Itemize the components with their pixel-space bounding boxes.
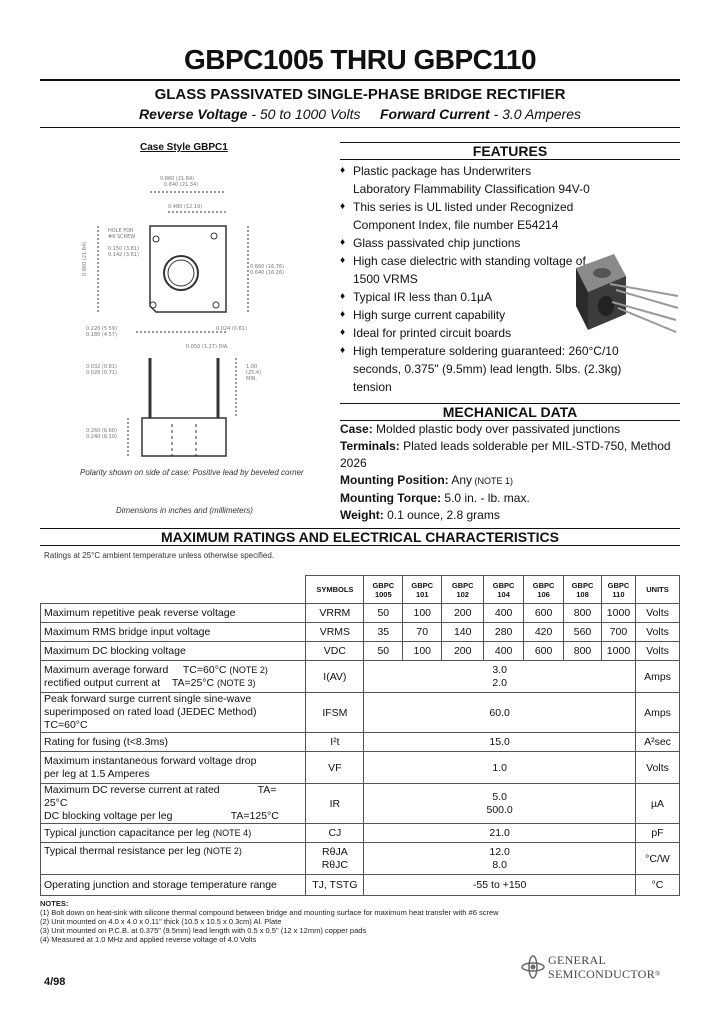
mech-mounting-position: Mounting Position: Any (NOTE 1) bbox=[340, 473, 514, 487]
bullet-icon: ♦ bbox=[340, 255, 346, 266]
mechanical-heading: MECHANICAL DATA bbox=[340, 403, 680, 421]
feature-item: ♦ High case dielectric with standing voltage of 1500 VRMS bbox=[340, 254, 586, 286]
bullet-icon: ♦ bbox=[340, 309, 346, 320]
feature-item: ♦ Glass passivated chip junctions bbox=[340, 236, 521, 250]
company-name: GENERAL SEMICONDUCTOR® bbox=[548, 953, 661, 981]
page-subtitle: GLASS PASSIVATED SINGLE-PHASE BRIDGE RECTIFIER bbox=[154, 86, 566, 103]
mech-terminals: Terminals: Plated leads solderable per MIL-STD-750, Method 2026 bbox=[340, 439, 671, 470]
bullet-icon: ♦ bbox=[340, 165, 346, 176]
svg-text:0.028 (0.71): 0.028 (0.71) bbox=[86, 370, 117, 376]
component-photo-illustration bbox=[566, 246, 684, 342]
header-units: UNITS bbox=[635, 576, 679, 604]
header-symbols: SYMBOLS bbox=[306, 576, 364, 604]
svg-text:0.480 (12.19): 0.480 (12.19) bbox=[168, 204, 203, 210]
table-row: Peak forward surge current single sine-wave superimposed on rated load (JEDEC Method) TC=60°C IFSM 60.0 Amps bbox=[41, 693, 680, 733]
forward-current-value: - 3.0 Amperes bbox=[489, 106, 581, 122]
bullet-icon: ♦ bbox=[340, 237, 346, 248]
page-title: GBPC1005 THRU GBPC110 bbox=[183, 44, 537, 75]
svg-text:0.240 (6.10): 0.240 (6.10) bbox=[86, 434, 117, 440]
note-item: (3) Unit mounted on P.C.B. at 0.375" (9.5mm) lead length with 0.5 x 0.5" (12 x 12mm) copper pads bbox=[40, 926, 367, 935]
svg-text:0.220 (5.59): 0.220 (5.59) bbox=[86, 326, 117, 332]
ambient-note: Ratings at 25°C ambient temperature unless otherwise specified. bbox=[44, 551, 274, 560]
feature-item: ♦ Typical IR less than 0.1µA bbox=[340, 290, 492, 304]
svg-text:0.860 (21.84): 0.860 (21.84) bbox=[82, 241, 88, 276]
mechanical-list bbox=[340, 421, 680, 524]
svg-text:(25.4): (25.4) bbox=[246, 370, 262, 376]
polarity-caption: Polarity shown on side of case: Positive lead by beveled corner bbox=[80, 468, 304, 477]
bullet-icon: ♦ bbox=[340, 291, 346, 302]
notes-section bbox=[40, 899, 600, 944]
header-part: GBPC 102 bbox=[442, 576, 484, 604]
header-part: GBPC 108 bbox=[564, 576, 602, 604]
table-row: Maximum average forward TC=60°C (NOTE 2) rectified output current at TA=25°C (NOTE 3) I(AV) 3.0 2.0 Amps bbox=[41, 661, 680, 693]
header-part: GBPC 110 bbox=[602, 576, 636, 604]
feature-item: ♦ This series is UL listed under Recognized Component Index, file number E54214 bbox=[340, 200, 574, 232]
bullet-icon: ♦ bbox=[340, 345, 346, 356]
feature-item: ♦ High surge current capability bbox=[340, 308, 506, 322]
header-part: GBPC 1005 bbox=[364, 576, 403, 604]
svg-text:HOLE FOR: HOLE FOR bbox=[108, 228, 134, 234]
table-row: Maximum RMS bridge input voltage VRMS 35 70 140 280 420 560 700 Volts bbox=[41, 623, 680, 642]
note-item: (4) Measured at 1.0 MHz and applied reverse voltage of 4.0 Volts bbox=[40, 935, 257, 944]
features-heading: FEATURES bbox=[340, 142, 680, 160]
table-row: Rating for fusing (t<8.3ms) I²t 15.0 A²sec bbox=[41, 733, 680, 752]
forward-current-label: Forward Current bbox=[380, 106, 490, 122]
header-part: GBPC 104 bbox=[484, 576, 524, 604]
note-item: (1) Bolt down on heat-sink with silicone thermal compound between bridge and mounting surface for maximum heat transfer with #6 screw bbox=[40, 908, 499, 917]
notes-heading: NOTES: bbox=[40, 899, 69, 908]
mech-mounting-torque: Mounting Torque: 5.0 in. - lb. max. bbox=[340, 491, 530, 505]
case-outline-drawing bbox=[76, 162, 312, 486]
svg-text:0.180 (4.57): 0.180 (4.57) bbox=[86, 332, 117, 338]
company-logo-icon bbox=[520, 954, 546, 980]
svg-text:0.640 (16.26): 0.640 (16.26) bbox=[250, 270, 285, 276]
reverse-voltage-label: Reverse Voltage bbox=[139, 106, 248, 122]
table-header-row bbox=[41, 576, 680, 604]
table-row: Maximum DC reverse current at rated TA= 25°C DC blocking voltage per leg TA=125°C IR 5.0 500.0 µA bbox=[41, 784, 680, 824]
table-row: Maximum instantaneous forward voltage drop per leg at 1.5 Amperes VF 1.0 Volts bbox=[41, 752, 680, 784]
subtitle-rule bbox=[40, 127, 680, 128]
svg-text:MIN.: MIN. bbox=[246, 376, 258, 382]
dimensions-caption: Dimensions in inches and (millimeters) bbox=[116, 506, 253, 515]
table-row: Typical junction capacitance per leg (NOTE 4) CJ 21.0 pF bbox=[41, 824, 680, 843]
ratings-table bbox=[40, 575, 680, 896]
feature-item: ♦ Ideal for printed circuit boards bbox=[340, 326, 512, 340]
rating-summary bbox=[40, 106, 680, 122]
feature-item: ♦ Plastic package has Underwriters Laboratory Flammability Classification 94V-0 bbox=[340, 164, 590, 196]
svg-text:0.860 (21.84): 0.860 (21.84) bbox=[160, 176, 195, 182]
case-style-title: Case Style GBPC1 bbox=[140, 142, 228, 153]
svg-text:0.024 (0.61): 0.024 (0.61) bbox=[216, 326, 247, 332]
svg-text:0.840 (21.34): 0.840 (21.34) bbox=[164, 182, 199, 188]
bullet-icon: ♦ bbox=[340, 201, 346, 212]
svg-text:1.00: 1.00 bbox=[246, 364, 258, 370]
features-list bbox=[340, 162, 622, 396]
svg-text:0.050 (1.27) DIA.: 0.050 (1.27) DIA. bbox=[186, 344, 229, 350]
reverse-voltage-value: - 50 to 1000 Volts bbox=[247, 106, 361, 122]
svg-text:0.660 (16.76): 0.660 (16.76) bbox=[250, 264, 285, 270]
mech-case: Case: Molded plastic body over passivated junctions bbox=[340, 422, 621, 436]
feature-item: ♦ High temperature soldering guaranteed: 260°C/10 seconds, 0.375" (9.5mm) lead length. 5lbs. (2.3kg) tension bbox=[340, 344, 622, 394]
mech-weight: Weight: 0.1 ounce, 2.8 grams bbox=[340, 508, 500, 522]
bullet-icon: ♦ bbox=[340, 327, 346, 338]
table-row: Operating junction and storage temperature range TJ, TSTG -55 to +150 °C bbox=[41, 875, 680, 896]
title-rule bbox=[40, 79, 680, 81]
svg-text:0.032 (0.81): 0.032 (0.81) bbox=[86, 364, 117, 370]
header-part: GBPC 106 bbox=[524, 576, 564, 604]
table-row: Maximum DC blocking voltage VDC 50 100 200 400 600 800 1000 Volts bbox=[41, 642, 680, 661]
revision-date: 4/98 bbox=[44, 976, 66, 988]
header-part: GBPC 101 bbox=[403, 576, 442, 604]
ratings-heading: MAXIMUM RATINGS AND ELECTRICAL CHARACTERISTICS bbox=[40, 528, 680, 546]
table-row: Maximum repetitive peak reverse voltage VRRM 50 100 200 400 600 800 1000 Volts bbox=[41, 604, 680, 623]
table-row: Typical thermal resistance per leg (NOTE 2) RθJA RθJC 12.0 8.0 °C/W bbox=[41, 843, 680, 875]
svg-text:0.142 (3.61): 0.142 (3.61) bbox=[108, 252, 139, 258]
svg-text:#6 SCREW: #6 SCREW bbox=[108, 234, 136, 240]
note-item: (2) Unit mounted on 4.0 x 4.0 x 0.11" thick (10.5 x 10.5 x 0.3cm) Al. Plate bbox=[40, 917, 282, 926]
svg-text:0.260 (6.60): 0.260 (6.60) bbox=[86, 428, 117, 434]
header-blank bbox=[41, 576, 306, 604]
svg-text:0.150 (3.81): 0.150 (3.81) bbox=[108, 246, 139, 252]
